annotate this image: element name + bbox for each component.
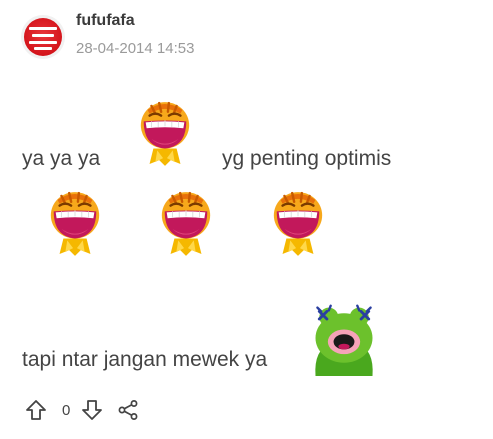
post-text-line3: tapi ntar jangan mewek ya xyxy=(22,348,268,371)
share-button[interactable] xyxy=(116,398,140,422)
downvote-arrow-icon xyxy=(81,399,103,421)
post-text-line1-start: ya ya ya xyxy=(22,147,101,170)
avatar-badge-icon xyxy=(24,18,62,56)
laughing-emoticon-icon xyxy=(269,186,327,262)
username[interactable]: fufufafa xyxy=(76,12,135,29)
laughing-emoticon-icon xyxy=(46,186,104,262)
post-timestamp: 28-04-2014 14:53 xyxy=(76,40,195,57)
post-actions xyxy=(24,398,140,422)
post-text-line1-end: yg penting optimis xyxy=(222,147,392,170)
user-avatar[interactable] xyxy=(21,15,65,59)
vote-count: 0 xyxy=(62,401,71,419)
share-icon xyxy=(117,399,139,421)
laughing-emoticon-icon xyxy=(157,186,215,262)
upvote-arrow-icon xyxy=(25,399,47,421)
laughing-emoticon-icon xyxy=(136,96,194,172)
upvote-button[interactable] xyxy=(24,398,48,422)
crying-frog-emoticon-icon xyxy=(306,298,382,378)
downvote-button[interactable] xyxy=(80,398,104,422)
